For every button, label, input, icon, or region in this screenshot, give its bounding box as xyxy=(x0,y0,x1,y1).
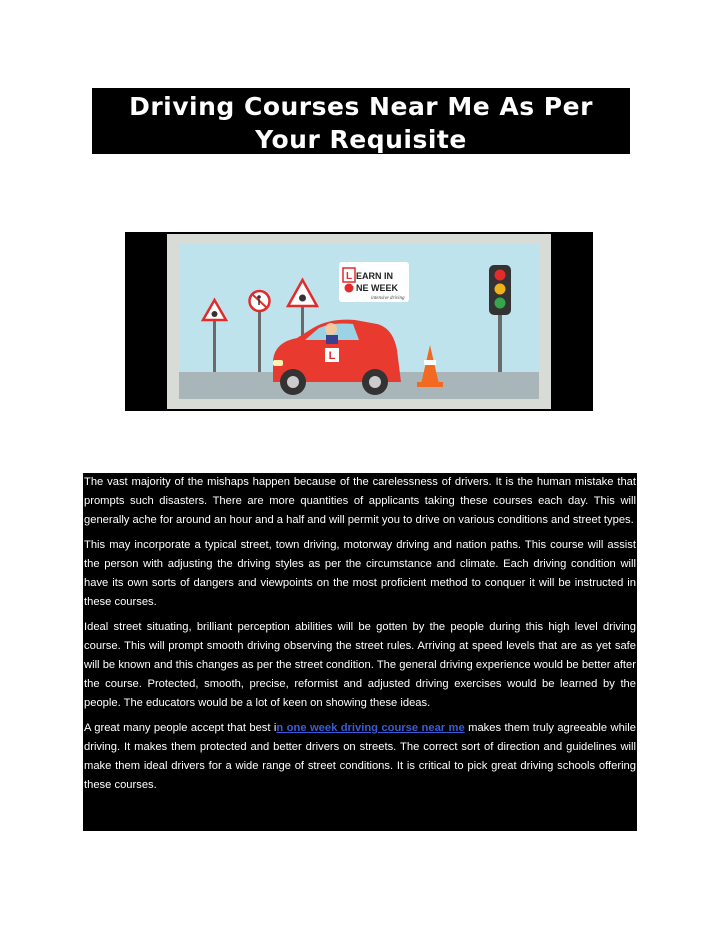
svg-text:L: L xyxy=(328,350,336,362)
paragraph-4-start: A great many people accept that best i xyxy=(84,722,277,734)
svg-text:NE WEEK: NE WEEK xyxy=(356,283,399,293)
paragraph-4-end: makes them truly agreeable while driving. It makes them protected and better drivers on streets. The correct sort of direction and guidelines will make them ideal drivers for a wide range of street conditions. It is critical to pick great driving schools offering these courses. xyxy=(84,722,636,791)
paragraph-3: Ideal street situating, brilliant perception abilities will be gotten by the people during this high level driving course. This will prompt smooth driving observing the street rules. Arriving at speed levels that are as yet safe will be known and this changes as per the street condition. The general driving experience would be better after the course. Protected, smooth, precise, reformist and adjusted driving exercises would be learned by the people. The educators would be a lot of keen on showing these ideas. xyxy=(84,621,636,709)
svg-text:L: L xyxy=(345,271,353,282)
page-title-block xyxy=(92,88,630,154)
page-title: Driving Courses Near Me As Per Your Requisite xyxy=(129,92,593,154)
paragraph-4 xyxy=(84,719,636,795)
driving-course-link[interactable]: n one week driving course near me xyxy=(276,722,465,734)
paragraph-1: The vast majority of the mishaps happen because of the carelessness of drivers. It is the human mistake that prompts such disasters. There are more quantities of applicants taking these courses each day. This will generally ache for around an hour and a half and will permit you to drive on various conditions and street types. xyxy=(84,476,636,526)
svg-text:EARN IN: EARN IN xyxy=(356,271,394,281)
svg-text:intensive driving: intensive driving xyxy=(371,296,405,301)
article-body xyxy=(83,473,637,831)
learn-in-one-week-logo xyxy=(339,262,409,302)
hero-image xyxy=(125,232,593,411)
paragraph-2: This may incorporate a typical street, town driving, motorway driving and nation paths. This course will assist the person with adjusting the driving styles as per the circumstance and climate. Each driving condition will have its own sorts of dangers and viewpoints on the most proficient method to conquer it will be instructed in these courses. xyxy=(84,539,636,608)
driving-illustration xyxy=(125,232,593,411)
